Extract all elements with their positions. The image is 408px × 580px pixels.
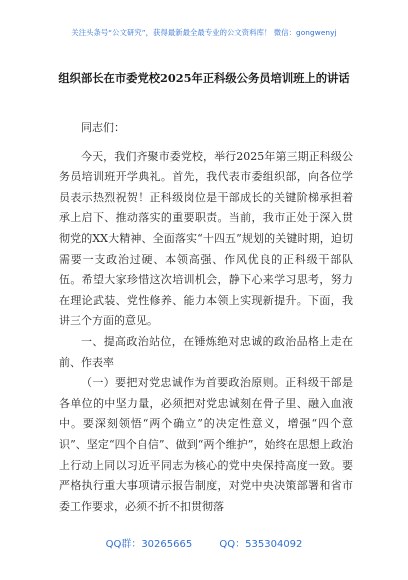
footer-qq-group: QQ群：30265665: [105, 539, 193, 550]
paragraph-intro: 今天，我们齐聚市委党校，举行2025年第三期正科级公务员培训班开学典礼。首先，我代表市委组织部，向各位学员表示热烈祝贺！正科级岗位是干部成长的关键阶梯承担着承上启下、推动落实的重要职责。当前，我市正处于深入贯彻党的XX大精神、全面落实“十四五”规划的关键时期，迫切需要一支政治过硬、本领高强、作风优良的正科级干部队伍。希望大家珍惜这次培训机会，静下心来学习思考，努力在理论武装、党性修养、能力本领上实现新提升。下面，我讲三个方面的意见。: [59, 149, 353, 328]
paragraph-point-1: （一）要把对党忠诚作为首要政治原则。正科级干部是各单位的中坚力量，必须把对党忠诚刻在骨子里、融入血液中。要深刻领悟“两个确立”的决定性意义，增强“四个意识”、坚定“四个自信”、做到“两个维护”，始终在思想上政治上行动上同以习近平同志为核心的党中央保持高度一致。要严格执行重大事项请示报告制度，对党中央决策部署和省市委工作要求，必须不折不扣贯彻落: [59, 376, 353, 513]
document-body: [59, 118, 353, 517]
footer: [0, 535, 408, 550]
section-heading-1: 一、提高政治站位，在锤炼绝对忠诚的政治品格上走在前、作表率: [59, 334, 353, 369]
header-banner: 关注头条号“公文研究”，获得最新最全最专业的公文资料库！ 微信：gongwenyj: [71, 28, 337, 37]
document-title: 组织部长在市委党校2025年正科级公务员培训班上的讲话: [58, 71, 350, 85]
footer-qq: QQ：535304092: [219, 539, 303, 550]
greeting: 同志们：: [81, 121, 125, 134]
